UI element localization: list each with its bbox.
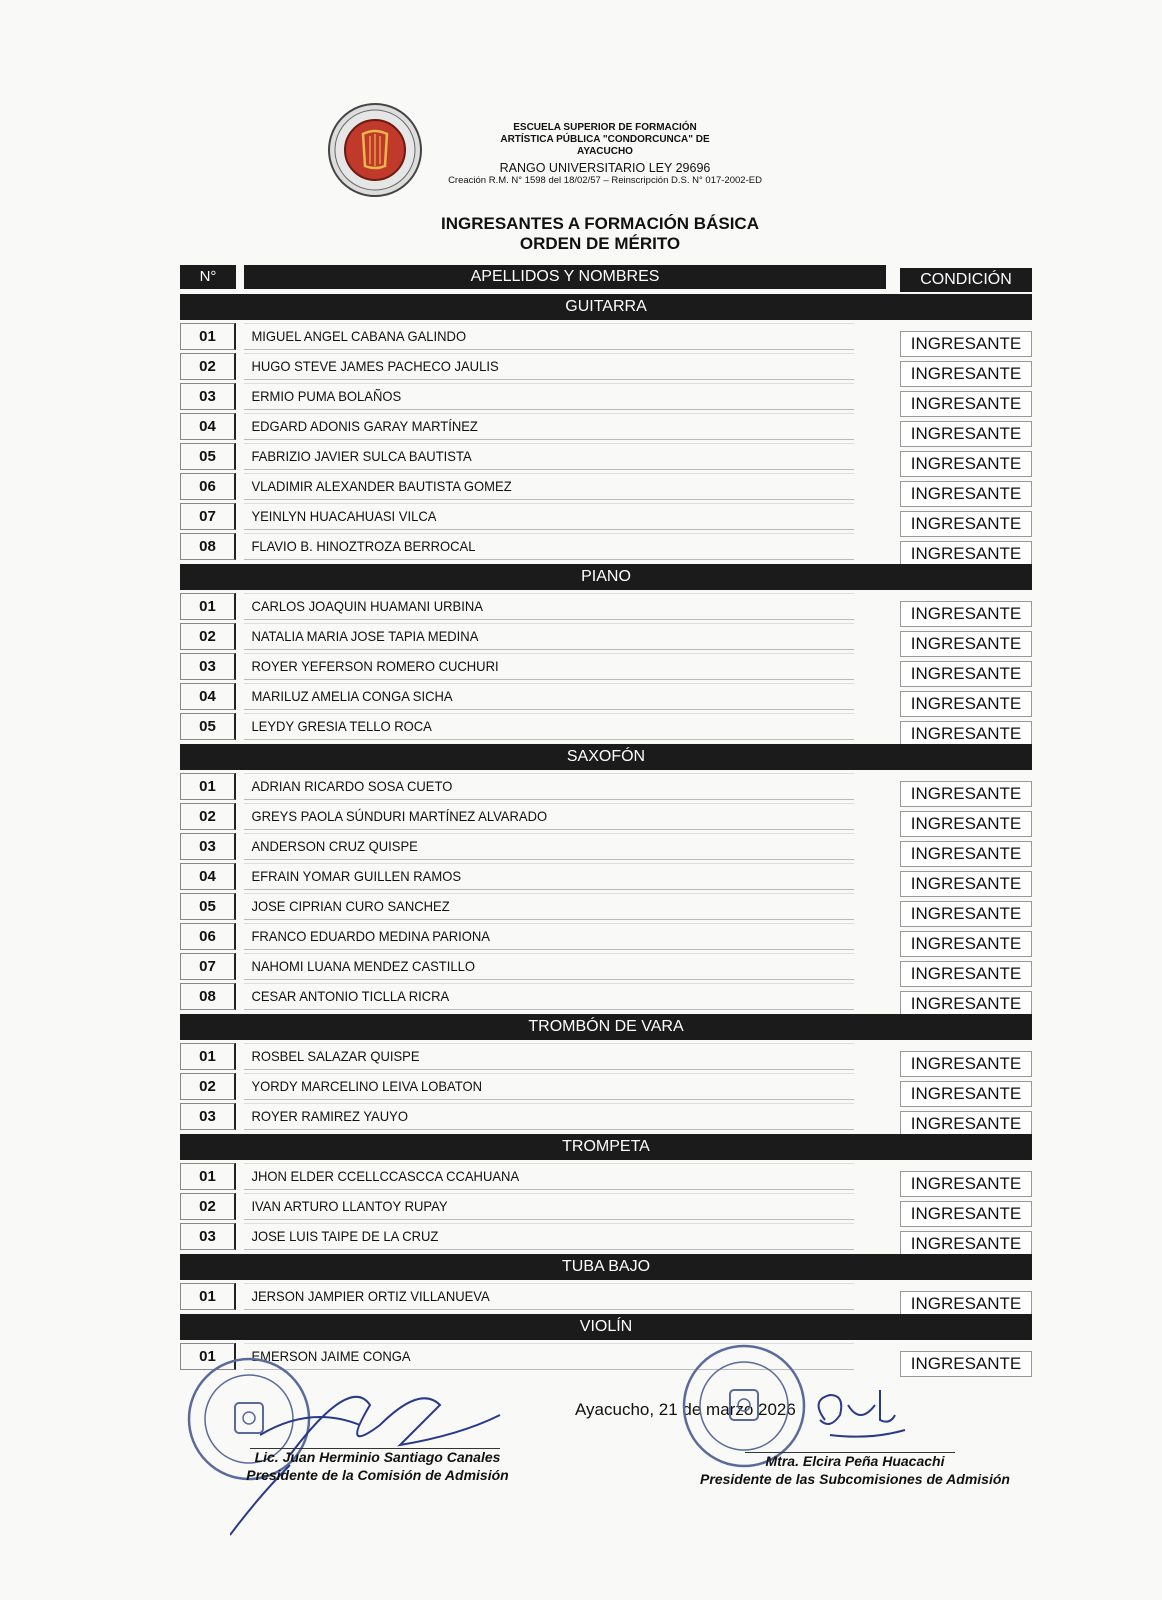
row-condition: INGRESANTE bbox=[900, 721, 1032, 747]
signer-left bbox=[225, 1448, 530, 1484]
row-number: 02 bbox=[180, 623, 236, 650]
category-label: TUBA BAJO bbox=[180, 1254, 1032, 1280]
table-row bbox=[180, 382, 1032, 412]
category-header bbox=[180, 562, 1032, 592]
row-name: JERSON JAMPIER ORTIZ VILLANUEVA bbox=[244, 1283, 854, 1310]
row-name: EMERSON JAIME CONGA bbox=[244, 1343, 854, 1370]
row-number: 03 bbox=[180, 653, 236, 680]
table-row bbox=[180, 892, 1032, 922]
category-header bbox=[180, 292, 1032, 322]
category-label: TROMPETA bbox=[180, 1134, 1032, 1160]
institution-name-2: ARTÍSTICA PÚBLICA "CONDORCUNCA" DE bbox=[500, 134, 710, 145]
category-label: VIOLÍN bbox=[180, 1314, 1032, 1340]
table-row bbox=[180, 982, 1032, 1012]
row-number: 07 bbox=[180, 503, 236, 530]
table-row bbox=[180, 1072, 1032, 1102]
document-title bbox=[420, 214, 780, 254]
table-row bbox=[180, 472, 1032, 502]
row-name: ROSBEL SALAZAR QUISPE bbox=[244, 1043, 854, 1070]
title-line-1: INGRESANTES A FORMACIÓN BÁSICA bbox=[441, 214, 759, 233]
row-name: ANDERSON CRUZ QUISPE bbox=[244, 833, 854, 860]
row-number: 03 bbox=[180, 1103, 236, 1130]
row-name: MARILUZ AMELIA CONGA SICHA bbox=[244, 683, 854, 710]
row-condition: INGRESANTE bbox=[900, 451, 1032, 477]
row-number: 03 bbox=[180, 833, 236, 860]
row-number: 06 bbox=[180, 923, 236, 950]
title-line-2: ORDEN DE MÉRITO bbox=[519, 234, 681, 253]
row-condition: INGRESANTE bbox=[900, 901, 1032, 927]
table-body bbox=[180, 292, 1032, 1372]
table-row bbox=[180, 532, 1032, 562]
row-name: ROYER RAMIREZ YAUYO bbox=[244, 1103, 854, 1130]
row-condition: INGRESANTE bbox=[900, 361, 1032, 387]
table-row bbox=[180, 412, 1032, 442]
header-name: APELLIDOS Y NOMBRES bbox=[244, 265, 886, 289]
row-number: 05 bbox=[180, 443, 236, 470]
row-condition: INGRESANTE bbox=[900, 841, 1032, 867]
row-name: EDGARD ADONIS GARAY MARTÍNEZ bbox=[244, 413, 854, 440]
row-condition: INGRESANTE bbox=[900, 1171, 1032, 1197]
row-name: NATALIA MARIA JOSE TAPIA MEDINA bbox=[244, 623, 854, 650]
row-condition: INGRESANTE bbox=[900, 931, 1032, 957]
row-number: 03 bbox=[180, 1223, 236, 1250]
row-number: 01 bbox=[180, 593, 236, 620]
row-name: CESAR ANTONIO TICLLA RICRA bbox=[244, 983, 854, 1010]
institution-name-3: AYACUCHO bbox=[577, 146, 633, 157]
row-condition: INGRESANTE bbox=[900, 781, 1032, 807]
row-name: CARLOS JOAQUIN HUAMANI URBINA bbox=[244, 593, 854, 620]
row-condition: INGRESANTE bbox=[900, 661, 1032, 687]
row-number: 04 bbox=[180, 863, 236, 890]
row-condition: INGRESANTE bbox=[900, 1051, 1032, 1077]
row-condition: INGRESANTE bbox=[900, 541, 1032, 567]
signer-left-name: Lic. Juan Herminio Santiago Canales bbox=[254, 1449, 501, 1465]
row-name: HUGO STEVE JAMES PACHECO JAULIS bbox=[244, 353, 854, 380]
row-condition: INGRESANTE bbox=[900, 1081, 1032, 1107]
row-name: MIGUEL ANGEL CABANA GALINDO bbox=[244, 323, 854, 350]
table-row bbox=[180, 922, 1032, 952]
table-row bbox=[180, 1162, 1032, 1192]
row-name: YEINLYN HUACAHUASI VILCA bbox=[244, 503, 854, 530]
rango-universitario: RANGO UNIVERSITARIO LEY 29696 bbox=[499, 161, 711, 175]
row-number: 01 bbox=[180, 323, 236, 350]
signer-left-role: Presidente de la Comisión de Admisión bbox=[246, 1467, 509, 1483]
table-row bbox=[180, 442, 1032, 472]
row-name: ROYER YEFERSON ROMERO CUCHURI bbox=[244, 653, 854, 680]
row-condition: INGRESANTE bbox=[900, 511, 1032, 537]
row-number: 04 bbox=[180, 683, 236, 710]
table-row bbox=[180, 712, 1032, 742]
category-header bbox=[180, 1012, 1032, 1042]
row-name: FLAVIO B. HINOZTROZA BERROCAL bbox=[244, 533, 854, 560]
header-num: N° bbox=[180, 265, 236, 289]
row-number: 02 bbox=[180, 803, 236, 830]
signer-right-name: Mtra. Elcira Peña Huacachi bbox=[765, 1453, 945, 1469]
row-number: 05 bbox=[180, 713, 236, 740]
category-header bbox=[180, 1132, 1032, 1162]
row-name: ERMIO PUMA BOLAÑOS bbox=[244, 383, 854, 410]
category-header bbox=[180, 1312, 1032, 1342]
category-label: PIANO bbox=[180, 564, 1032, 590]
row-condition: INGRESANTE bbox=[900, 631, 1032, 657]
table-row bbox=[180, 1282, 1032, 1312]
row-number: 01 bbox=[180, 1043, 236, 1070]
table-row bbox=[180, 1042, 1032, 1072]
row-number: 08 bbox=[180, 983, 236, 1010]
table-row bbox=[180, 862, 1032, 892]
row-number: 01 bbox=[180, 1163, 236, 1190]
table-row bbox=[180, 952, 1032, 982]
table-row bbox=[180, 1222, 1032, 1252]
creation-resolution: Creación R.M. N° 1598 del 18/02/57 – Reinscripción D.S. N° 017-2002-ED bbox=[448, 175, 762, 186]
table-row bbox=[180, 832, 1032, 862]
row-name: VLADIMIR ALEXANDER BAUTISTA GOMEZ bbox=[244, 473, 854, 500]
signer-right-role: Presidente de las Subcomisiones de Admisión bbox=[700, 1471, 1010, 1487]
row-name: JOSE LUIS TAIPE DE LA CRUZ bbox=[244, 1223, 854, 1250]
row-name: NAHOMI LUANA MENDEZ CASTILLO bbox=[244, 953, 854, 980]
row-condition: INGRESANTE bbox=[900, 991, 1032, 1017]
row-name: ADRIAN RICARDO SOSA CUETO bbox=[244, 773, 854, 800]
row-name: LEYDY GRESIA TELLO ROCA bbox=[244, 713, 854, 740]
row-name: FABRIZIO JAVIER SULCA BAUTISTA bbox=[244, 443, 854, 470]
row-name: JHON ELDER CCELLCCASCCA CCAHUANA bbox=[244, 1163, 854, 1190]
table-row bbox=[180, 652, 1032, 682]
results-table bbox=[180, 262, 1032, 1372]
row-condition: INGRESANTE bbox=[900, 601, 1032, 627]
signer-right bbox=[700, 1452, 1010, 1488]
row-condition: INGRESANTE bbox=[900, 331, 1032, 357]
row-number: 05 bbox=[180, 893, 236, 920]
row-number: 07 bbox=[180, 953, 236, 980]
row-condition: INGRESANTE bbox=[900, 691, 1032, 717]
institution-heading bbox=[405, 122, 805, 187]
table-row bbox=[180, 1192, 1032, 1222]
row-condition: INGRESANTE bbox=[900, 811, 1032, 837]
row-number: 02 bbox=[180, 353, 236, 380]
row-condition: INGRESANTE bbox=[900, 421, 1032, 447]
row-condition: INGRESANTE bbox=[900, 1201, 1032, 1227]
table-row bbox=[180, 322, 1032, 352]
table-row bbox=[180, 1102, 1032, 1132]
category-header bbox=[180, 742, 1032, 772]
institution-name-1: ESCUELA SUPERIOR DE FORMACIÓN bbox=[513, 122, 697, 133]
table-header bbox=[180, 262, 1032, 292]
row-number: 01 bbox=[180, 1343, 236, 1370]
table-row bbox=[180, 352, 1032, 382]
row-condition: INGRESANTE bbox=[900, 1291, 1032, 1317]
row-name: IVAN ARTURO LLANTOY RUPAY bbox=[244, 1193, 854, 1220]
row-number: 04 bbox=[180, 413, 236, 440]
row-number: 08 bbox=[180, 533, 236, 560]
row-number: 01 bbox=[180, 773, 236, 800]
row-number: 02 bbox=[180, 1193, 236, 1220]
signature-right bbox=[800, 1380, 910, 1450]
row-condition: INGRESANTE bbox=[900, 1111, 1032, 1137]
row-number: 02 bbox=[180, 1073, 236, 1100]
row-name: YORDY MARCELINO LEIVA LOBATON bbox=[244, 1073, 854, 1100]
row-name: GREYS PAOLA SÚNDURI MARTÍNEZ ALVARADO bbox=[244, 803, 854, 830]
row-number: 03 bbox=[180, 383, 236, 410]
table-row bbox=[180, 502, 1032, 532]
category-label: SAXOFÓN bbox=[180, 744, 1032, 770]
header-condition: CONDICIÓN bbox=[900, 268, 1032, 292]
row-condition: INGRESANTE bbox=[900, 871, 1032, 897]
table-row bbox=[180, 682, 1032, 712]
row-name: EFRAIN YOMAR GUILLEN RAMOS bbox=[244, 863, 854, 890]
table-row bbox=[180, 772, 1032, 802]
category-label: TROMBÓN DE VARA bbox=[180, 1014, 1032, 1040]
row-name: JOSE CIPRIAN CURO SANCHEZ bbox=[244, 893, 854, 920]
row-name: FRANCO EDUARDO MEDINA PARIONA bbox=[244, 923, 854, 950]
row-condition: INGRESANTE bbox=[900, 1351, 1032, 1377]
table-row bbox=[180, 622, 1032, 652]
table-row bbox=[180, 592, 1032, 622]
row-number: 01 bbox=[180, 1283, 236, 1310]
row-condition: INGRESANTE bbox=[900, 1231, 1032, 1257]
row-condition: INGRESANTE bbox=[900, 481, 1032, 507]
row-condition: INGRESANTE bbox=[900, 961, 1032, 987]
table-row bbox=[180, 802, 1032, 832]
row-number: 06 bbox=[180, 473, 236, 500]
place-date: Ayacucho, 21 de marzo 2026 bbox=[575, 1400, 796, 1419]
category-header bbox=[180, 1252, 1032, 1282]
category-label: GUITARRA bbox=[180, 294, 1032, 320]
stamp-right bbox=[680, 1342, 808, 1470]
row-condition: INGRESANTE bbox=[900, 391, 1032, 417]
